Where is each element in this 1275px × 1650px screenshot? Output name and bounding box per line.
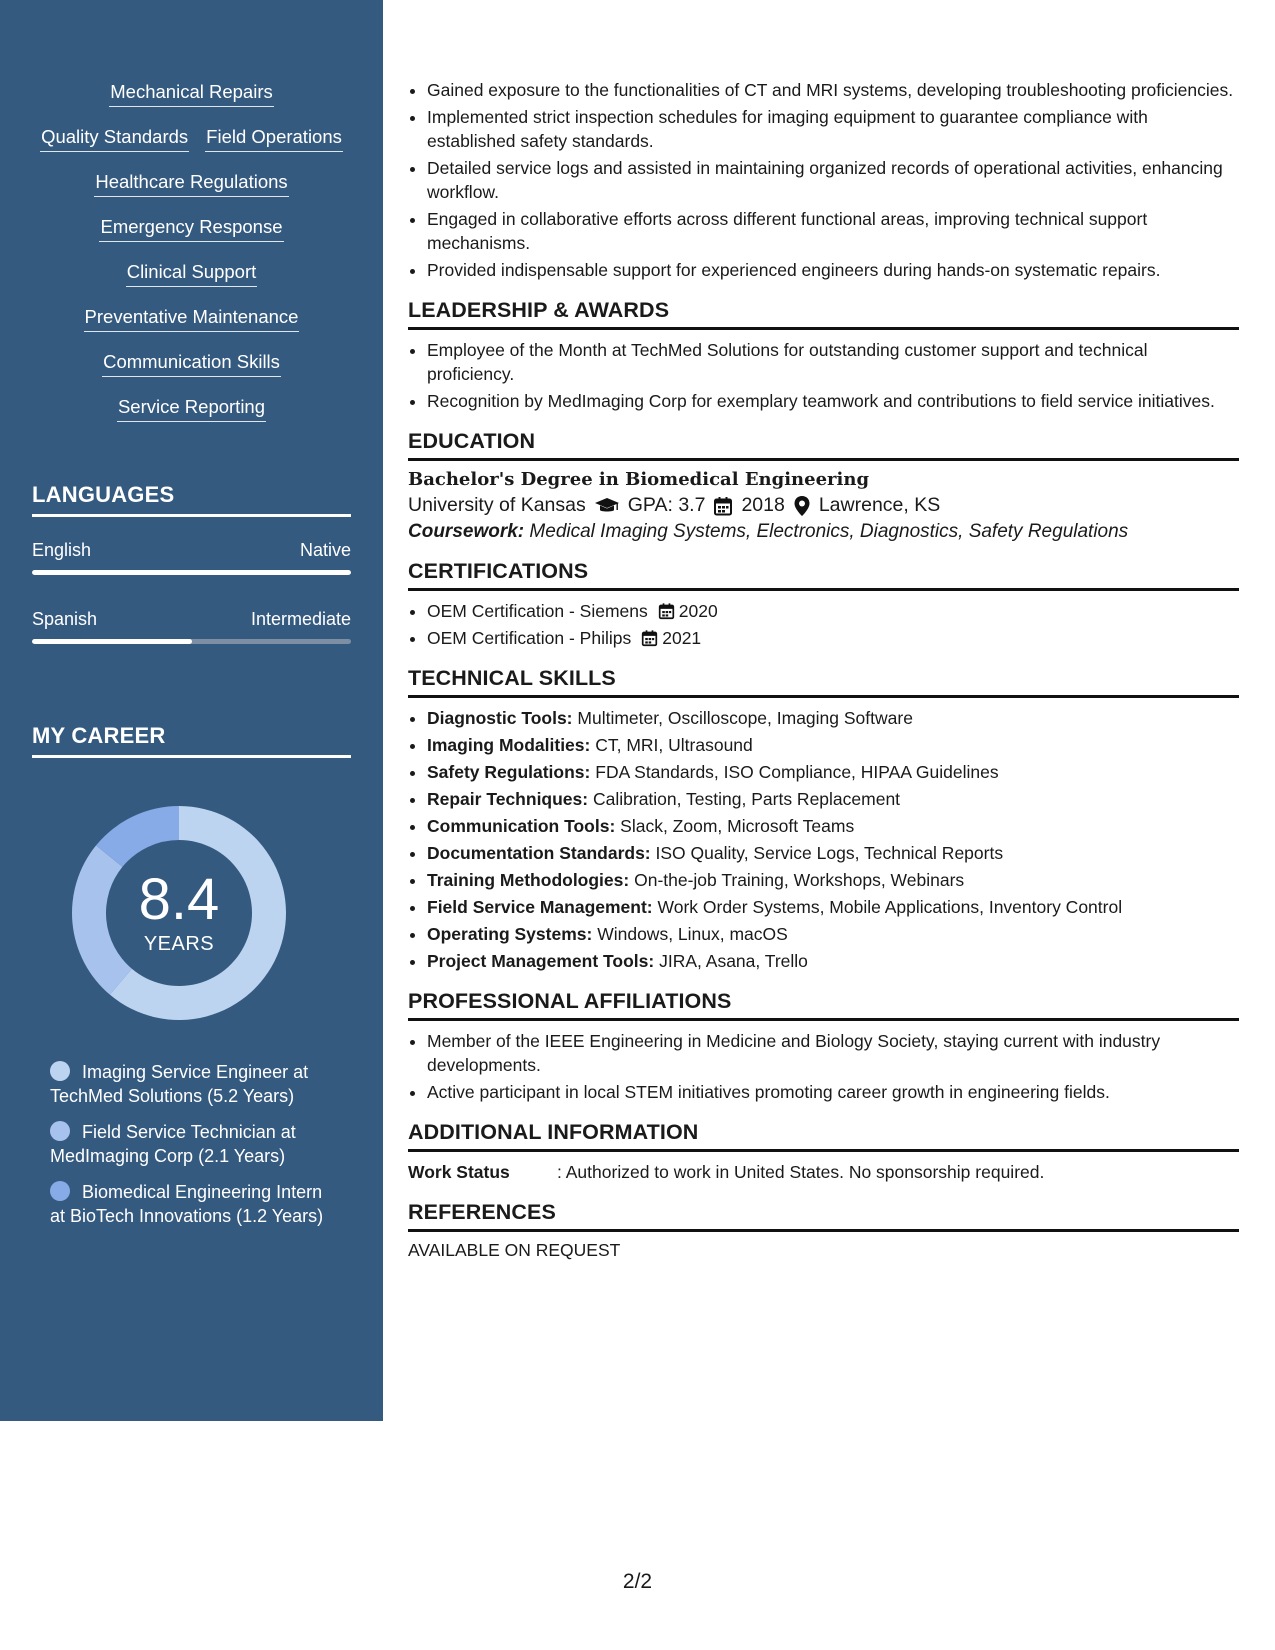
calendar-icon	[641, 629, 658, 647]
experience-bullet: • Gained exposure to the functionalities of CT and MRI systems, developing troubleshooting proficiencies.	[427, 78, 1239, 102]
donut-center	[66, 800, 292, 1026]
certification-year: 2021	[662, 628, 702, 648]
language-row	[32, 540, 351, 561]
skill-values: JIRA, Asana, Trello	[659, 951, 808, 971]
skill-values: Work Order Systems, Mobile Applications, Inventory Control	[657, 897, 1123, 917]
graduation-year: 2018	[741, 494, 785, 516]
experience-bullet: • Provided indispensable support for experienced engineers during hands-on systematic repairs.	[427, 258, 1239, 282]
school-location: Lawrence, KS	[818, 494, 941, 516]
language-proficiency-fill	[32, 639, 192, 644]
main-content	[408, 78, 1239, 1261]
experience-bullets	[408, 78, 1239, 282]
experience-bullet: • Implemented strict inspection schedules for imaging equipment to guarantee compliance with established safety standards.	[427, 105, 1239, 153]
certifications-list	[408, 599, 1239, 650]
work-status-row	[408, 1160, 1239, 1184]
technical-skill-item	[427, 868, 1239, 892]
skill-values: Windows, Linux, macOS	[597, 924, 788, 944]
location-pin-icon	[793, 495, 811, 517]
career-item-text: Biomedical Engineering Intern at BioTech Innovations (1.2 Years)	[50, 1182, 324, 1226]
language-name: Spanish	[32, 609, 98, 629]
language-proficiency-bar	[32, 639, 351, 644]
certification-name: OEM Certification - Philips	[427, 628, 632, 648]
skill-tag[interactable]: Mechanical Repairs	[109, 80, 273, 107]
work-status-label: Work Status	[408, 1162, 510, 1182]
skill-values: ISO Quality, Service Logs, Technical Reports	[655, 843, 1004, 863]
skill-values: Multimeter, Oscilloscope, Imaging Software	[577, 708, 913, 728]
education-heading: EDUCATION	[408, 429, 1239, 461]
affiliations-list	[408, 1029, 1239, 1104]
career-total-unit: YEARS	[143, 932, 215, 955]
skill-tag[interactable]: Preventative Maintenance	[84, 305, 300, 332]
certification-item	[427, 626, 1239, 650]
work-status-value: : Authorized to work in United States. No sponsorship required.	[557, 1162, 1045, 1182]
skill-values: CT, MRI, Ultrasound	[595, 735, 753, 755]
career-total-years: 8.4	[138, 866, 220, 932]
skill-category: Field Service Management:	[427, 897, 653, 917]
leadership-item: • Recognition by MedImaging Corp for exemplary teamwork and contributions to field service initiatives.	[427, 389, 1239, 413]
skill-category: Project Management Tools:	[427, 951, 655, 971]
skill-tag[interactable]: Emergency Response	[99, 215, 283, 242]
experience-bullet: • Detailed service logs and assisted in maintaining organized records of operational activities, enhancing workflow.	[427, 156, 1239, 204]
skill-tag[interactable]: Communication Skills	[102, 350, 281, 377]
career-item	[50, 1180, 340, 1228]
references-heading: REFERENCES	[408, 1200, 1239, 1232]
technical-skill-item	[427, 706, 1239, 730]
skill-tag[interactable]: Field Operations	[205, 125, 343, 152]
certification-name: OEM Certification - Siemens	[427, 601, 648, 621]
language-row	[32, 609, 351, 630]
calendar-icon	[713, 496, 733, 516]
skill-category: Repair Techniques:	[427, 789, 589, 809]
technical-skill-item	[427, 895, 1239, 919]
experience-bullet: • Engaged in collaborative efforts across different functional areas, improving technical support mechanisms.	[427, 207, 1239, 255]
career-item	[50, 1060, 340, 1108]
certification-year: 2020	[678, 601, 718, 621]
leadership-heading: LEADERSHIP & AWARDS	[408, 298, 1239, 330]
skill-category: Documentation Standards:	[427, 843, 651, 863]
career-list	[50, 1060, 340, 1240]
skill-category: Training Methodologies:	[427, 870, 630, 890]
language-level: Native	[299, 540, 351, 560]
skill-category: Communication Tools:	[427, 816, 616, 836]
technical-skill-item	[427, 841, 1239, 865]
career-item-text: Field Service Technician at MedImaging Corp (2.1 Years)	[50, 1122, 296, 1166]
skill-category: Safety Regulations:	[427, 762, 591, 782]
career-heading: MY CAREER	[32, 723, 351, 758]
references-text: AVAILABLE ON REQUEST	[408, 1240, 621, 1260]
skill-tag[interactable]: Healthcare Regulations	[94, 170, 288, 197]
skills-cloud	[32, 80, 351, 422]
legend-dot-icon	[50, 1181, 70, 1201]
language-level: Intermediate	[250, 609, 351, 629]
coursework	[408, 521, 1239, 543]
technical-skill-item	[427, 787, 1239, 811]
education-details	[408, 494, 1239, 517]
skill-category: Diagnostic Tools:	[427, 708, 573, 728]
career-item	[50, 1120, 340, 1168]
affiliation-item: • Active participant in local STEM initiatives promoting career growth in engineering fields.	[427, 1080, 1239, 1104]
sidebar	[0, 0, 383, 1421]
certification-item	[427, 599, 1239, 623]
skill-category: Imaging Modalities:	[427, 735, 591, 755]
technical-skills-list	[408, 706, 1239, 973]
skill-values: FDA Standards, ISO Compliance, HIPAA Guidelines	[595, 762, 999, 782]
technical-skills-heading: TECHNICAL SKILLS	[408, 666, 1239, 698]
leadership-item: • Employee of the Month at TechMed Solutions for outstanding customer support and technical proficiency.	[427, 338, 1239, 386]
skill-values: Calibration, Testing, Parts Replacement	[592, 789, 901, 809]
coursework-list: Medical Imaging Systems, Electronics, Diagnostics, Safety Regulations	[529, 521, 1129, 542]
legend-dot-icon	[50, 1121, 70, 1141]
technical-skill-item	[427, 922, 1239, 946]
technical-skill-item	[427, 760, 1239, 784]
skill-category: Operating Systems:	[427, 924, 593, 944]
language-proficiency-fill	[32, 570, 351, 575]
technical-skill-item	[427, 733, 1239, 757]
language-name: English	[32, 540, 92, 560]
technical-skill-item	[427, 814, 1239, 838]
degree-title: Bachelor's Degree in Biomedical Engineering	[408, 469, 870, 490]
career-item-text: Imaging Service Engineer at TechMed Solutions (5.2 Years)	[50, 1062, 309, 1106]
leadership-list	[408, 338, 1239, 413]
legend-dot-icon	[50, 1061, 70, 1081]
gpa: GPA: 3.7	[627, 494, 706, 516]
technical-skill-item	[427, 949, 1239, 973]
career-donut-chart	[66, 800, 292, 1026]
certifications-heading: CERTIFICATIONS	[408, 559, 1239, 591]
additional-info-heading: ADDITIONAL INFORMATION	[408, 1120, 1239, 1152]
coursework-label: Coursework:	[408, 521, 525, 542]
affiliation-item: • Member of the IEEE Engineering in Medicine and Biology Society, staying current with industry developments.	[427, 1029, 1239, 1077]
skill-tag[interactable]: Quality Standards	[40, 125, 189, 152]
skill-values: Slack, Zoom, Microsoft Teams	[620, 816, 855, 836]
calendar-icon	[658, 602, 675, 620]
graduation-cap-icon	[594, 497, 620, 515]
school-name: University of Kansas	[408, 494, 586, 516]
languages-heading: LANGUAGES	[32, 482, 351, 517]
page-number: 2/2	[622, 1570, 653, 1593]
skill-tag[interactable]: Clinical Support	[126, 260, 258, 287]
skill-values: On-the-job Training, Workshops, Webinars	[634, 870, 965, 890]
skill-tag[interactable]: Service Reporting	[117, 395, 266, 422]
language-proficiency-bar	[32, 570, 351, 575]
affiliations-heading: PROFESSIONAL AFFILIATIONS	[408, 989, 1239, 1021]
